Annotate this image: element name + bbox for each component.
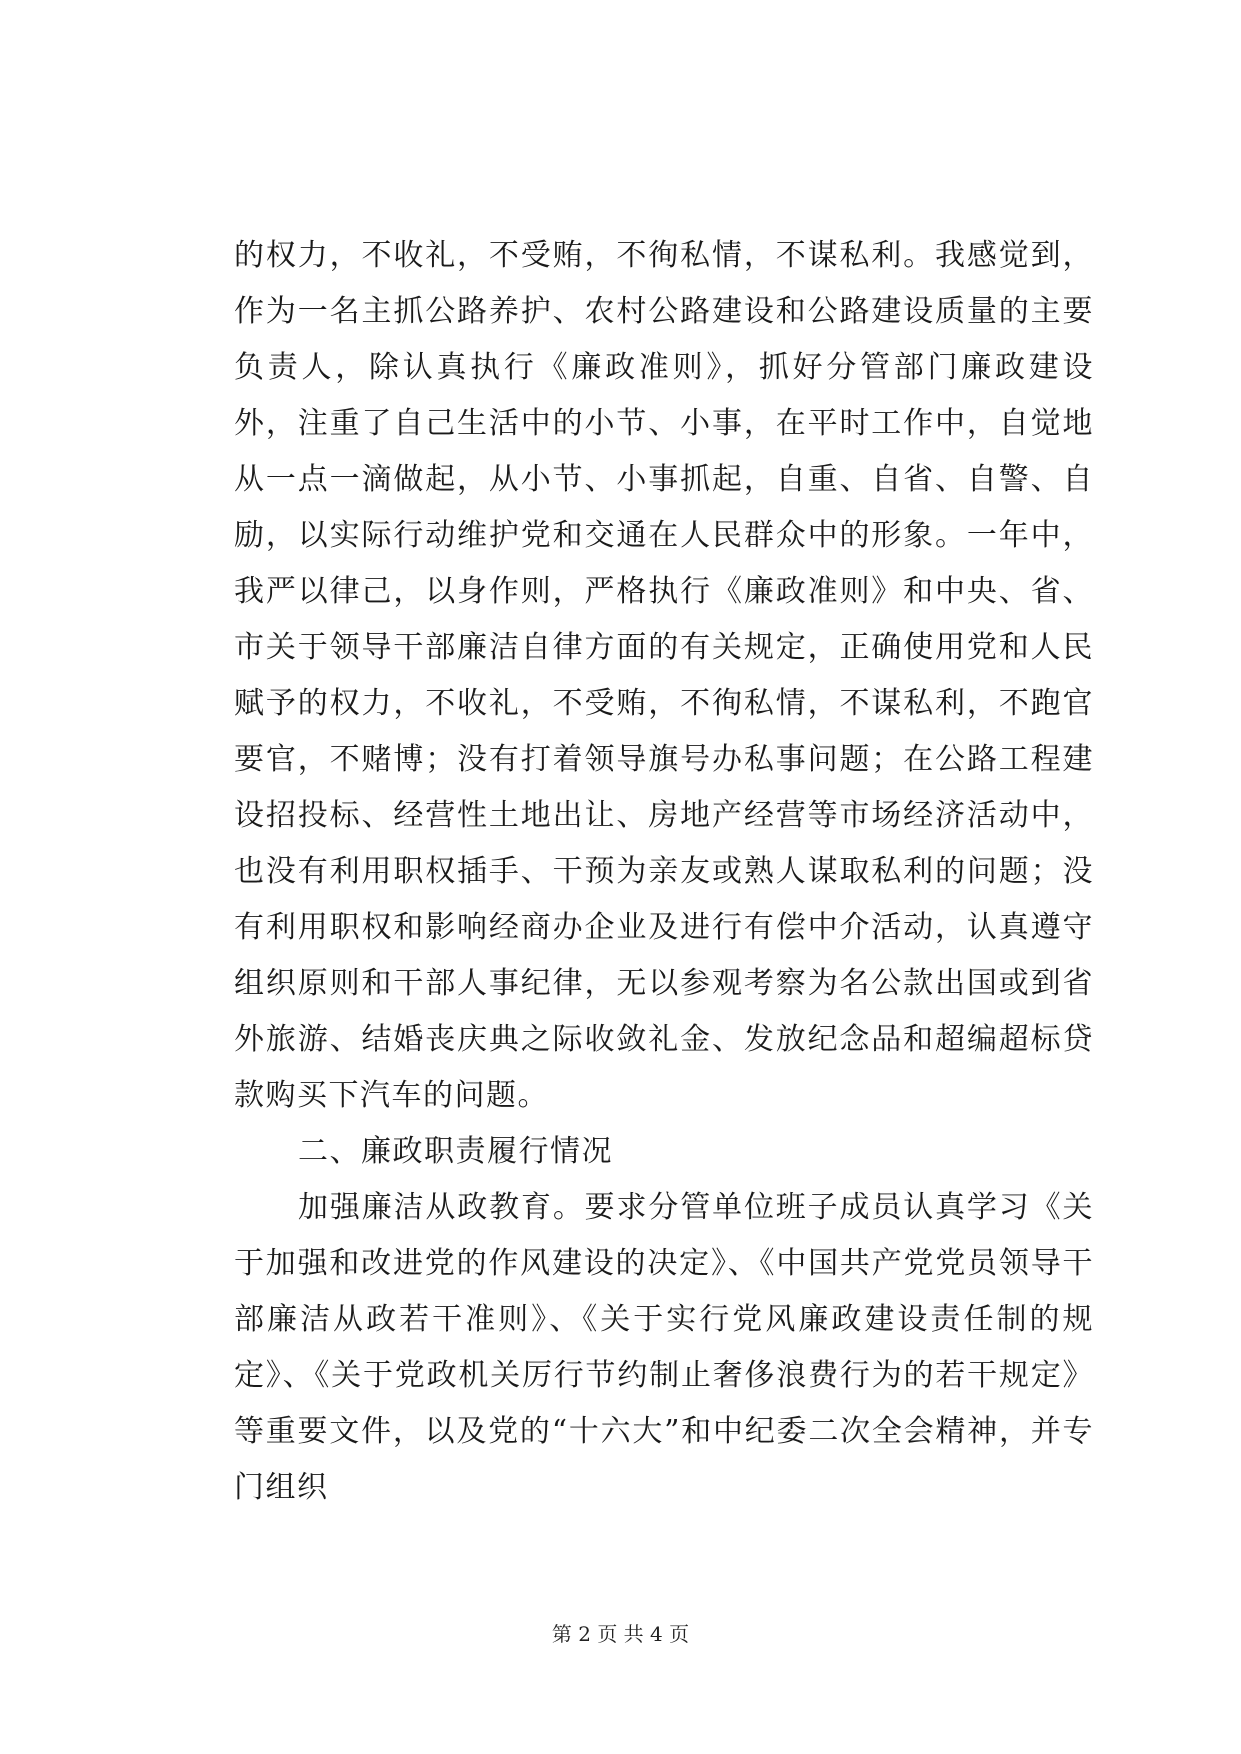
section-heading: 二、廉政职责履行情况 [298,1134,613,1169]
document-body [234,228,1094,1516]
paragraph-2: 加强廉洁从政教育。要求分管单位班子成员认真学习《关于加强和改进党的作风建设的决定》、《中国共产党党员领导干部廉洁从政若干准则》、《关于实行党风廉政建设责任制的规定》、《关于党政机关厉行节约制止奢侈浪费行为的若干规定》等重要文件，以及党的“十六大”和中纪委二次全会精神，并专门组织 [234,1190,1094,1505]
page-number-footer: 第 2 页 共 4 页 [551,1622,690,1646]
paragraph-1: 的权力，不收礼，不受贿，不徇私情，不谋私利。我感觉到，作为一名主抓公路养护、农村公路建设和公路建设质量的主要负责人，除认真执行《廉政准则》，抓好分管部门廉政建设外，注重了自己生活中的小节、小事，在平时工作中，自觉地从一点一滴做起，从小节、小事抓起，自重、自省、自警、自励，以实际行动维护党和交通在人民群众中的形象。一年中，我严以律己，以身作则，严格执行《廉政准则》和中央、省、市关于领导干部廉洁自律方面的有关规定，正确使用党和人民赋予的权力，不收礼，不受贿，不徇私情，不谋私利，不跑官要官，不赌博；没有打着领导旗号办私事问题；在公路工程建设招投标、经营性土地出让、房地产经营等市场经济活动中，也没有利用职权插手、干预为亲友或熟人谋取私利的问题；没有利用职权和影响经商办企业及进行有偿中介活动，认真遵守组织原则和干部人事纪律，无以参观考察为名公款出国或到省外旅游、结婚丧庆典之际收敛礼金、发放纪念品和超编超标贷款购买下汽车的问题。 [234,238,1094,1113]
